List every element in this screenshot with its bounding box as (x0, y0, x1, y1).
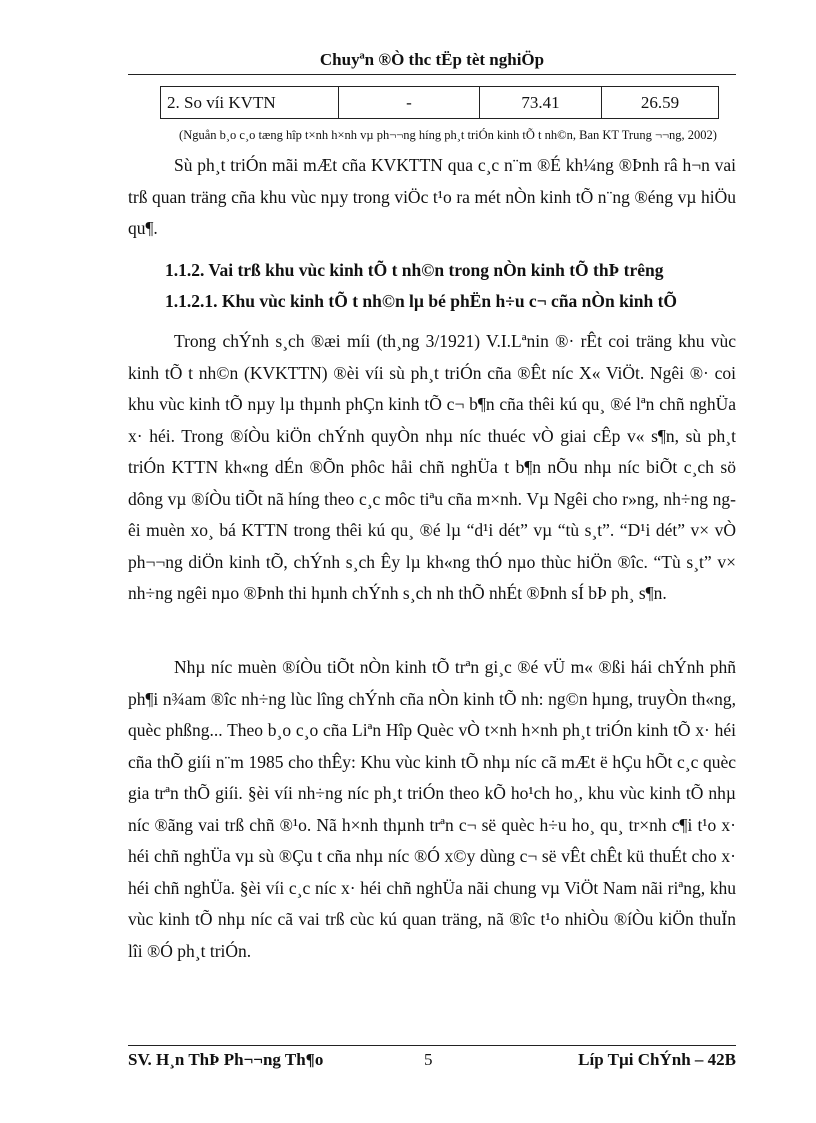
paragraph-3 (128, 652, 736, 967)
footer-class: Líp Tµi ChÝnh – 42B (578, 1050, 736, 1069)
comparison-table (160, 86, 719, 119)
source-note: (Nguån b¸o c¸o tæng hîp t×nh h×nh vµ ph¬¬ng híng ph¸t triÓn kinh tÕ t nh©n, Ban KT Trung ¬¬ng, 2002) (179, 128, 717, 142)
footer-divider (128, 1045, 736, 1046)
paragraph-1 (128, 150, 736, 245)
page-number: 5 (424, 1050, 433, 1069)
paragraph-text: Trong chÝnh s¸ch ®æi míi (th¸ng 3/1921) V.I.Lªnin ®· rÊt coi träng khu vùc kinh tÕ t nh©n (KVKTTN) ®èi víi sù ph¸t triÓn cña ®Êt níc X« ViÖt. Ngêi ®· coi khu vùc kinh tÕ nµy lµ thµnh phÇn kinh tÕ c¬ b¶n cña thêi kú qu¸ ®é lªn chñ nghÜa x· héi. Trong ®íÒu kiÖn chÝnh quyÒn nhµ níc thuéc vÒ giai cÊp v« s¶n, sù ph¸t triÓn KTTN kh«ng dÉn ®Õn phôc håi chñ nghÜa t b¶n nÕu nhµ níc biÕt c¸ch sö dông vµ ®íÒu tiÕt nã híng theo c¸c môc tiªu cña m×nh. Vµ Ngêi cho r»ng, nh÷ng ngêi muèn xo¸ bá KTTN trong thêi kú qu¸ ®é lµ “d¹i dét” vµ “tù s¸t”. “D¹i dét” v× vÒ ph¬¬ng diÖn kinh tÕ, chÝnh s¸ch Êy lµ kh«ng thÓ nµo thùc hiÖn ®îc. “Tù s¸t” v× nh÷ng ngêi nµo ®Þnh thi hµnh chÝnh s¸ch nh thÕ nhÉt ®Þnh sÍ bÞ ph¸ s¶n. (128, 331, 736, 603)
table-cell: - (339, 87, 480, 119)
document-header: Chuyªn ®Ò thc tËp tèt nghiÖp (319, 50, 545, 69)
header-divider (128, 74, 736, 75)
table-row (161, 87, 719, 119)
table-cell: 26.59 (602, 87, 719, 119)
paragraph-text: Sù ph¸t triÓn mãi mÆt cña KVKTTN qua c¸c n¨m ®É kh¼ng ®Þnh râ h¬n vai trß quan träng cña khu vùc nµy trong viÖc t¹o ra mét nÒn kinh tÕ n¨ng ®éng vµ hiÖu qu¶. (128, 155, 736, 238)
footer-author: SV. H¸n ThÞ Ph¬¬ng Th¶o (128, 1050, 324, 1069)
document-footer (128, 1050, 736, 1074)
subsection-heading: 1.1.2.1. Khu vùc kinh tÕ t nh©n lµ bé phËn h÷u c¬ cña nÒn kinh tÕ (165, 291, 678, 311)
section-heading: 1.1.2. Vai trß khu vùc kinh tÕ t nh©n trong nÒn kinh tÕ thÞ trêng (165, 260, 664, 280)
table-cell-label: 2. So víi KVTN (161, 87, 339, 119)
paragraph-text: Nhµ níc muèn ®íÒu tiÕt nÒn kinh tÕ trªn gi¸c ®é vÜ m« ®ßi hái chÝnh phñ ph¶i n¾am ®îc nh÷ng lùc lîng chÝnh cña nÒn kinh tÕ nh: ng©n hµng, truyÒn th«ng, quèc phßng... Theo b¸o c¸o cña Liªn Hîp Quèc vÒ t×nh h×nh ph¸t triÓn kinh tÕ x· héi cña thÕ giíi n¨m 1985 cho thÊy: Khu vùc kinh tÕ nhµ níc cã mÆt ë hÇu hÕt c¸c quèc gia trªn thÕ giíi. §èi víi nh÷ng níc ph¸t triÓn theo kÕ ho¹ch ho¸, khu vùc kinh tÕ nhµ níc ®ãng vai trß chñ ®¹o. Nã h×nh thµnh trªn c¬ së quèc h÷u ho¸ qu¸ tr×nh c¶i t¹o x· héi chñ nghÜa vµ sù ®Çu t cña nhµ níc ®Ó x©y dùng c¬ së vÊt chÊt kü thuÉt cho x· héi chñ nghÜa. §èi víi c¸c níc x· héi chñ nghÜa nãi chung vµ ViÖt Nam nãi riªng, khu vùc kinh tÕ nhµ níc cã vai trß cùc kú quan träng, nã ®îc t¹o nhiÒu ®íÒu kiÖn thuÏn lîi ®Ó ph¸t triÓn. (128, 657, 736, 961)
paragraph-2 (128, 326, 736, 610)
table-cell: 73.41 (480, 87, 602, 119)
